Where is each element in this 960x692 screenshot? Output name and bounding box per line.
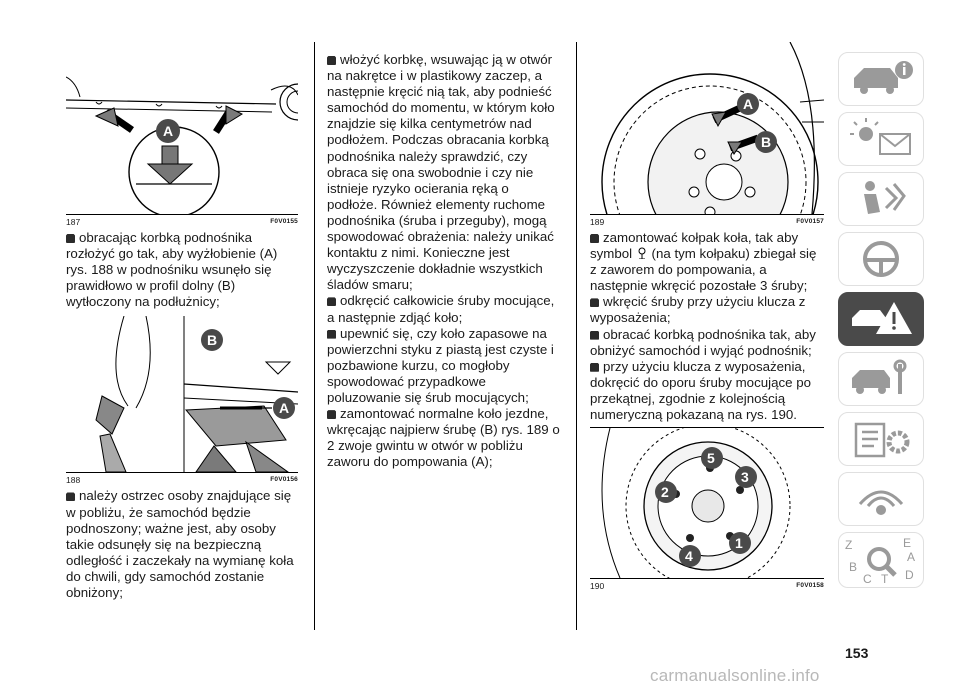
tab-emergency[interactable]: [838, 292, 924, 346]
tab-technical-data[interactable]: [838, 412, 924, 466]
instruction-paragraph: zamontować normalne koło jezdne, wkręcając najpierw śrubę (B) rys. 189 o 2 zwoje gwintu w otwór w pobliżu zaworu do pompowania (A);: [327, 406, 562, 470]
label-a: A: [163, 123, 174, 139]
bolt-label-4: 4: [685, 548, 693, 565]
figure-189-illustration: [590, 42, 824, 214]
figure-187-caption: [66, 217, 298, 227]
tab-car-info[interactable]: [838, 52, 924, 106]
tab-lights-messages[interactable]: [838, 112, 924, 166]
index-letter: C: [863, 572, 872, 585]
steering-wheel-icon: [846, 238, 916, 280]
label-b: B: [761, 134, 772, 150]
tab-multimedia[interactable]: [838, 472, 924, 526]
page-number: 153: [845, 645, 869, 661]
text-after-icon: (na tym kołpaku) zbiegał się z zaworem do pompowania, a następnie wkręcić pozostałe 3 śruby;: [590, 246, 817, 294]
instruction-paragraph: przy użyciu klucza z wyposażenia, dokręcić do oporu śruby mocujące po przekątnej, zgodnie z kolejnością numeryczną pokazaną na rys. 190.: [590, 359, 824, 423]
index-letter: B: [849, 560, 858, 574]
figure-code: F0V0158: [796, 582, 824, 590]
figure-187: [66, 42, 298, 215]
column-divider: [314, 42, 315, 630]
watermark: carmanualsonline.info: [650, 666, 820, 685]
index-letter: A: [907, 550, 916, 564]
figure-188: [66, 316, 298, 473]
label-b: B: [207, 332, 218, 349]
figure-188-illustration: [66, 316, 298, 472]
column-3: [590, 42, 824, 594]
figure-190: [590, 428, 824, 579]
figure-188-caption: [66, 475, 298, 485]
index-letter: Z: [845, 538, 853, 552]
multimedia-icon: [846, 478, 916, 520]
figure-number: 187: [66, 217, 81, 227]
label-a: A: [279, 400, 290, 417]
figure-189-caption: [590, 217, 824, 227]
text-before-icon: zamontować kołpak koła, tak aby symbol: [590, 230, 799, 262]
label-a: A: [743, 96, 754, 112]
instruction-paragraph: obracając korbką podnośnika rozłożyć go tak, aby wyżłobienie (A) rys. 188 w podnośniku wsunęło się prawidłowo w profil dolny (B) wytłoczony na podłużnicy;: [66, 230, 298, 310]
bolt-label-3: 3: [741, 469, 749, 486]
valve-symbol-icon: [636, 247, 648, 259]
figure-190-caption: [590, 581, 824, 591]
instruction-paragraph: należy ostrzec osoby znajdujące się w pobliżu, że samochód będzie podnoszony; ważne jest, aby osoby takie odsunęły się na bezpieczną odległość i zaczekały na wymianę koła do chwili, gdy samochód zostanie obniżony;: [66, 488, 298, 601]
tab-safety[interactable]: [838, 172, 924, 226]
instruction-paragraph: włożyć korbkę, wsuwając ją w otwór na nakrętce i w plastikowy zaczep, a następnie kręcić nią tak, aby podnieść samochód do momentu, w którym koło znajdzie się kilka centymetrów nad podłożem. Podczas obracania korbką podnośnika należy sprawdzić, czy obraca się ona swobodnie i czy nie istnieje ryzyko ocierania ręką o podłoże. Również elementy ruchome podnośnika (śruba i przeguby), mogą spowodować obrażenia: należy unikać kontaktu z nimi. Konieczne jest wyczyszczenie dokładnie wszystkich śladów smaru;: [327, 52, 562, 293]
instruction-paragraph: wkręcić śruby przy użyciu klucza z wyposażenia;: [590, 294, 824, 326]
specs-gear-icon: [846, 418, 916, 460]
figure-190-illustration: [590, 428, 824, 578]
figure-number: 189: [590, 217, 605, 227]
tab-index[interactable]: [838, 532, 924, 588]
instruction-paragraph: upewnić się, czy koło zapasowe na powierzchni styku z piastą jest czyste i pozbawione kurzu, co mogłoby spowodować przypadkowe poluzowanie się śrub mocujących;: [327, 326, 562, 406]
bolt-label-2: 2: [661, 484, 669, 501]
tab-driving[interactable]: [838, 232, 924, 286]
figure-code: F0V0156: [270, 476, 298, 484]
car-info-icon: [846, 58, 916, 100]
bolt-label-5: 5: [707, 450, 715, 467]
instruction-paragraph: [590, 230, 824, 294]
figure-189: [590, 42, 824, 215]
index-letter: T: [881, 572, 889, 585]
index-letter: D: [905, 568, 914, 582]
lights-mail-icon: [846, 118, 916, 160]
figure-number: 188: [66, 475, 81, 486]
figure-number: 190: [590, 581, 605, 592]
column-divider: [576, 42, 577, 630]
column-2: [327, 52, 562, 470]
airbag-seat-icon: [846, 178, 916, 220]
figure-code: F0V0157: [796, 218, 824, 225]
bolt-label-1: 1: [735, 535, 743, 552]
emergency-triangle-icon: [846, 298, 916, 340]
instruction-paragraph: odkręcić całkowicie śruby mocujące, a następnie zdjąć koło;: [327, 293, 562, 325]
tab-maintenance[interactable]: [838, 352, 924, 406]
car-service-icon: [846, 358, 916, 400]
index-search-icon: [841, 535, 921, 585]
instruction-paragraph: obracać korbką podnośnika tak, aby obniżyć samochód i wyjąć podnośnik;: [590, 327, 824, 359]
index-letter: E: [903, 536, 912, 550]
figure-187-illustration: [66, 42, 298, 214]
chapter-sidebar: [838, 52, 924, 594]
figure-code: F0V0155: [270, 218, 298, 225]
column-1: [66, 42, 298, 601]
